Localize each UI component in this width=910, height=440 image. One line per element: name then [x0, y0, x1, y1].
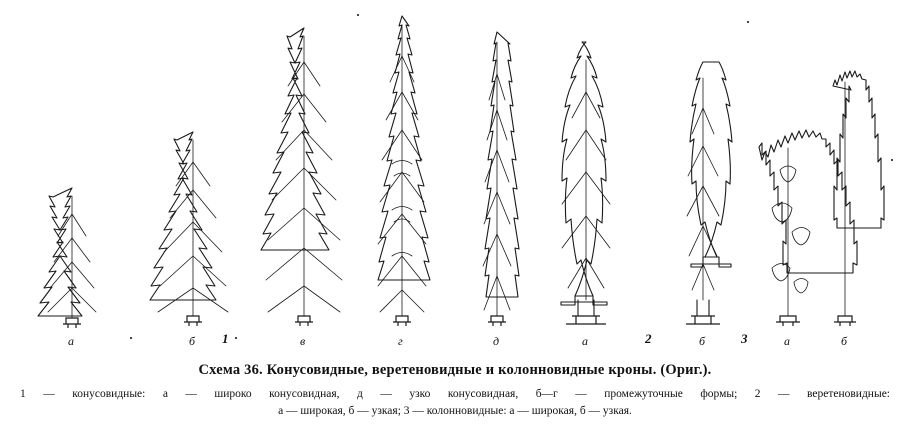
label-1d: д — [493, 334, 500, 348]
tree-1a — [38, 188, 96, 328]
figure-caption: Схема 36. Конусовидные, веретеновидные и колонновидные кроны. (Ориг.). — [198, 362, 712, 378]
tree-3b — [833, 71, 884, 326]
caption-block — [0, 362, 910, 420]
tree-1g — [378, 16, 430, 326]
group-index-1: 1 — [222, 331, 229, 346]
label-1a: а — [68, 334, 74, 348]
label-1g: г — [398, 334, 403, 348]
label-1v: в — [300, 334, 306, 348]
legend-line-1: 1 — конусовидные: а — широко конусовидная, д — узко конусовидная, б—г — промежуточные формы; 2 — веретеновидные: — [20, 388, 890, 401]
label-3a: а — [784, 334, 790, 348]
tree-2a — [561, 42, 610, 324]
group-index-3: 3 — [741, 331, 748, 346]
tree-1c — [261, 28, 342, 326]
label-2a: а — [582, 334, 588, 348]
group-index-2: 2 — [645, 331, 652, 346]
label-3b: б — [841, 334, 848, 348]
label-1b: б — [189, 334, 196, 348]
legend-line-2: а — широкая, б — узкая; 3 — колонновидные: а — широкая, б — узкая. — [278, 405, 632, 418]
tree-1b — [150, 132, 228, 326]
figure-legend — [0, 386, 910, 419]
label-2b: б — [699, 334, 706, 348]
tree-1d — [483, 32, 519, 326]
tree-2b — [686, 62, 732, 324]
